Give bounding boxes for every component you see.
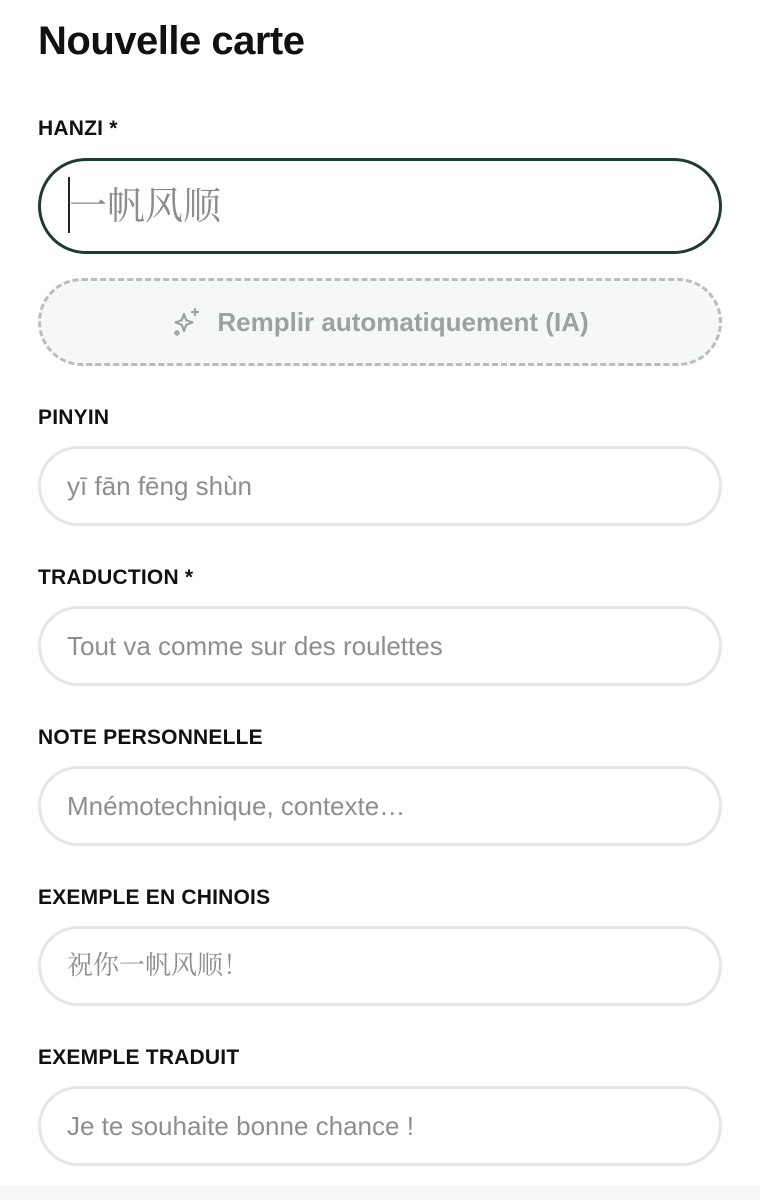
note-field[interactable] (38, 766, 722, 846)
autofill-ai-label: Remplir automatiquement (IA) (217, 306, 589, 337)
example-chinese-label: EXEMPLE EN CHINOIS (38, 886, 271, 909)
example-translated-input[interactable] (41, 1089, 719, 1163)
example-translated-field[interactable] (38, 1086, 722, 1166)
example-chinese-input[interactable] (41, 929, 719, 1003)
translation-input[interactable] (41, 609, 719, 683)
note-label: NOTE PERSONNELLE (38, 726, 263, 749)
example-chinese-field[interactable] (38, 926, 722, 1006)
pinyin-input[interactable] (41, 449, 719, 523)
note-input[interactable] (41, 769, 719, 843)
bottom-bar-edge (0, 1186, 760, 1200)
autofill-ai-button[interactable] (38, 278, 722, 366)
example-translated-label: EXEMPLE TRADUIT (38, 1046, 240, 1069)
sparkles-icon (171, 306, 203, 338)
pinyin-label: PINYIN (38, 406, 110, 429)
hanzi-label: HANZI * (38, 117, 118, 140)
text-caret (68, 177, 70, 233)
page-title: Nouvelle carte (38, 19, 305, 63)
translation-field[interactable] (38, 606, 722, 686)
pinyin-field[interactable] (38, 446, 722, 526)
hanzi-input[interactable] (41, 161, 719, 251)
translation-label: TRADUCTION * (38, 566, 194, 589)
hanzi-field[interactable] (38, 158, 722, 254)
